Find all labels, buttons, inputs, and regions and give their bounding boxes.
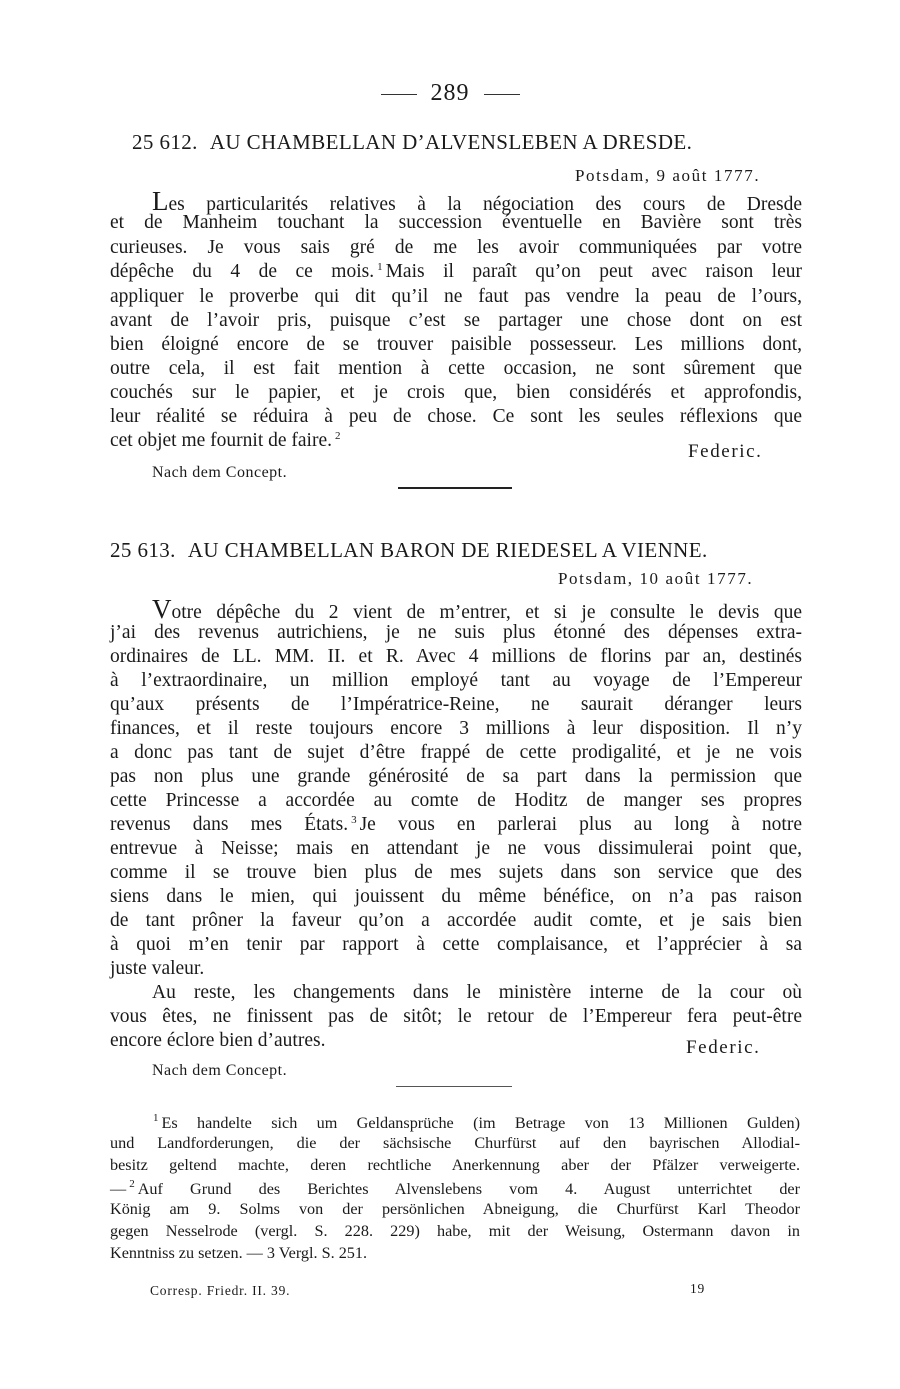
body-line: encore éclore bien d’autres. xyxy=(110,1030,326,1051)
body-line: vous êtes, ne finissent pas de sitôt; le retour de l’Empereur fera peut-être xyxy=(110,1006,802,1027)
body-line: a donc pas tant de sujet d’être frappé de cette prodigalité, et je ne vois xyxy=(110,742,802,763)
letter-dateline: Potsdam, 10 août 1777. xyxy=(558,569,754,588)
source-note: Nach dem Concept. xyxy=(152,1062,288,1079)
footnote-mark[interactable]: 2 xyxy=(334,430,341,442)
body-line: et de Manheim touchant la succession éventuelle en Bavière sont très xyxy=(110,212,802,233)
body-line: siens dans le mien, qui jouissent du même bénéfice, on n’a pas raison xyxy=(110,886,802,907)
letter-number: 25 613. xyxy=(110,538,176,562)
body-text: Mais il paraît qu’on peut avec raison leur xyxy=(385,261,802,282)
footnote-divider xyxy=(396,1086,512,1087)
footnote-line: und Landforderungen, die der sächsische Churfürst auf den bayrischen Allodial- xyxy=(110,1134,800,1152)
body-text: dépêche du 4 de ce mois. xyxy=(110,261,375,282)
body-text: revenus dans mes États. xyxy=(110,814,349,835)
body-line: leur réalité se réduira à peu de chose. Ce sont les seules réflexions que xyxy=(110,406,802,427)
body-line xyxy=(110,814,802,836)
footnote-mark: 1 xyxy=(153,1112,159,1124)
body-line: avant de l’avoir pris, puisque c’est se partager une chose dont on est xyxy=(110,310,802,331)
footnote-mark[interactable]: 3 xyxy=(351,814,357,826)
body-line: curieuses. Je vous sais gré de me les avoir communiquées par votre xyxy=(110,237,802,258)
body-text: otre dépêche du 2 vient de m’entrer, et si je consulte le devis que xyxy=(171,602,802,623)
body-text: Je vous en parlerai plus au long à notre xyxy=(359,814,802,835)
body-line: à l’extraordinaire, un million employé tant au voyage de l’Empereur xyxy=(110,670,802,691)
page-number-dash-right xyxy=(484,94,520,95)
body-line xyxy=(152,594,802,625)
letter-heading xyxy=(132,130,692,155)
letter-title: AU CHAMBELLAN BARON DE RIEDESEL A VIENNE. xyxy=(187,538,708,562)
letter-title: AU CHAMBELLAN D’ALVENSLEBEN A DRESDE. xyxy=(209,130,693,154)
page-number-text: 289 xyxy=(430,80,470,106)
footnote-line: besitz geltend machte, deren rechtliche Anerkennung aber der Pfälzer verweigerte. xyxy=(110,1156,800,1174)
footnote-line xyxy=(150,1112,800,1133)
drop-cap: V xyxy=(152,594,172,624)
body-line: comme il se trouve bien plus de mes sujets dans son service que des xyxy=(110,862,802,883)
body-line: ordinaires de LL. MM. II. et R. Avec 4 millions de florins par an, destinés xyxy=(110,646,802,667)
letter-number: 25 612. xyxy=(132,130,198,154)
body-line: cette Princesse a accordée au comte de Hoditz de manger ses propres xyxy=(110,790,802,811)
page-number xyxy=(0,80,900,107)
signature: Federic. xyxy=(688,441,763,462)
body-line: couchés sur le papier, et je crois que, bien considérés et approfondis, xyxy=(110,382,802,403)
body-line: appliquer le proverbe qui dit qu’il ne faut pas vendre la peau de l’ours, xyxy=(110,286,802,307)
body-line: Au reste, les changements dans le ministère interne de la cour où xyxy=(152,982,802,1003)
body-line: outre cela, il est fait mention à cette occasion, ne sont sûrement que xyxy=(110,358,802,379)
footnote-text: Es handelte sich um Geldansprüche (im Betrage von 13 Millionen Gulden) xyxy=(161,1114,800,1132)
body-line: à quoi m’en tenir par rapport à cette complaisance, et l’apprécier à sa xyxy=(110,934,802,955)
signature: Federic. xyxy=(686,1037,761,1058)
letter-heading xyxy=(110,538,708,563)
body-line: finances, et il reste toujours encore 3 millions à leur disposition. Il n’y xyxy=(110,718,802,739)
drop-cap: L xyxy=(152,186,169,216)
body-line: juste valeur. xyxy=(110,958,205,979)
body-text: cet objet me fournit de faire. xyxy=(110,430,332,451)
body-line: j’ai des revenus autrichiens, je ne suis plus étonné des dépenses extra- xyxy=(110,622,802,643)
footnote-line: Kenntniss zu setzen. — 3 Vergl. S. 251. xyxy=(110,1244,368,1262)
body-line: pas non plus une grande générosité de sa part dans la permission que xyxy=(110,766,802,787)
section-divider xyxy=(398,487,512,489)
footnote-line xyxy=(110,1178,800,1199)
letter-dateline: Potsdam, 9 août 1777. xyxy=(575,166,761,185)
body-text: es particularités relatives à la négociation des cours de Dresde xyxy=(168,194,802,215)
footnote-text: Auf Grund des Berichtes Alvenslebens vom 4. August unterrichtet der xyxy=(137,1180,800,1198)
body-line: de tant prôner la faveur qu’on a accordée audit comte, et je sais bien xyxy=(110,910,802,931)
footnote-line: König am 9. Solms von der persönlichen Abneigung, die Churfürst Karl Theodor xyxy=(110,1200,800,1218)
body-line xyxy=(110,261,802,283)
footer-sheet-number: 19 xyxy=(690,1281,706,1296)
footnote-mark: 2 xyxy=(129,1178,135,1190)
body-line: bien éloigné encore de se trouver paisible possesseur. Les millions dont, xyxy=(110,334,802,355)
source-note: Nach dem Concept. xyxy=(152,464,288,481)
footer-signature: Corresp. Friedr. II. 39. xyxy=(150,1283,291,1298)
body-line: qu’aux présents de l’Impératrice-Reine, ne saurait déranger leurs xyxy=(110,694,802,715)
footnote-line: gegen Nesselrode (vergl. S. 228. 229) habe, mit der Weisung, Ostermann davon in xyxy=(110,1222,800,1240)
body-line: entrevue à Neisse; mais en attendant je ne vous dissimulerai point que, xyxy=(110,838,802,859)
footnote-mark[interactable]: 1 xyxy=(377,261,383,273)
body-line xyxy=(110,430,343,452)
page-number-dash-left xyxy=(381,94,417,95)
footnote-text: — xyxy=(110,1180,127,1198)
